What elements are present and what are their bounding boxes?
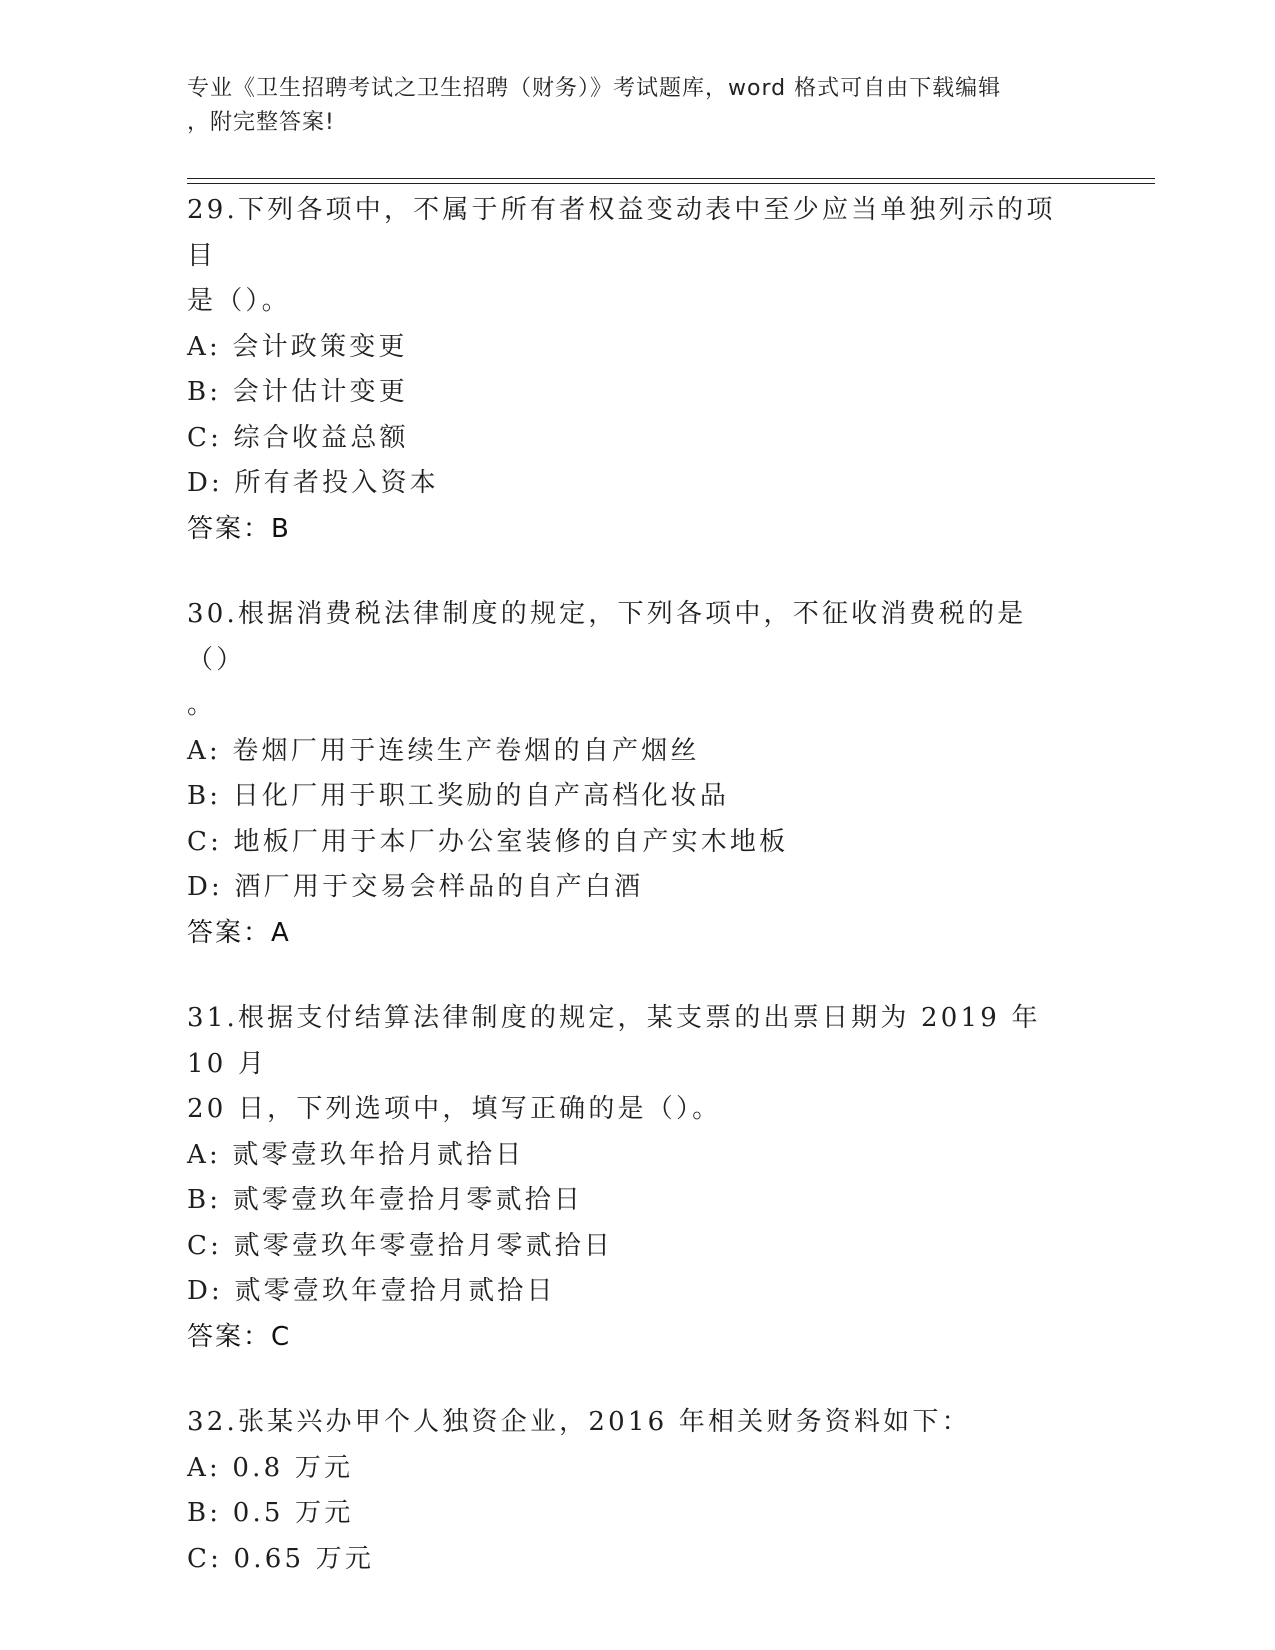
option-d: D: 酒厂用于交易会样品的自产白酒 [187,872,644,902]
header-rule-bottom [187,183,1155,184]
question-text-line: 32.张某兴办甲个人独资企业，2016 年相关财务资料如下： [187,1407,971,1437]
option-a: A: 0.8 万元 [187,1452,354,1483]
answer: 答案：B [187,513,291,544]
option-d: D: 所有者投入资本 [187,468,439,498]
question-text-line: 29.下列各项中，不属于所有者权益变动表中至少应当单独列示的项目 [187,195,1056,271]
option-c: C: 0.65 万元 [187,1543,375,1574]
option-a: A: 卷烟厂用于连续生产卷烟的自产烟丝 [187,735,700,766]
question-list [187,188,1087,1622]
answer: 答案：A [187,917,291,948]
option-b: B: 0.5 万元 [187,1498,354,1528]
option-a: A: 贰零壹玖年拾月贰拾日 [187,1139,525,1170]
option-c: C: 综合收益总额 [187,422,409,453]
document-header [187,72,1067,140]
question-32 [187,1400,1087,1582]
question-30 [187,592,1087,956]
question-text-line: 。 [187,690,217,720]
option-d: D: 贰零壹玖年壹拾月贰拾日 [187,1276,556,1306]
option-a: A: 会计政策变更 [187,331,408,362]
question-text-line: 30.根据消费税法律制度的规定，下列各项中，不征收消费税的是（） [187,599,1027,675]
answer: 答案：C [187,1321,292,1352]
header-line-2: ，附完整答案! [187,110,335,135]
option-c: C: 贰零壹玖年零壹拾月零贰拾日 [187,1230,614,1261]
question-29 [187,188,1087,552]
question-text-line: 20 日，下列选项中，填写正确的是（）。 [187,1094,722,1124]
question-text-line: 31.根据支付结算法律制度的规定，某支票的出票日期为 2019 年 10 月 [187,1003,1041,1079]
option-b: B: 贰零壹玖年壹拾月零贰拾日 [187,1185,584,1215]
header-rule-top [187,178,1155,179]
question-31 [187,996,1087,1360]
option-b: B: 日化厂用于职工奖励的自产高档化妆品 [187,781,730,811]
option-b: B: 会计估计变更 [187,377,408,407]
question-text-line: 是（）。 [187,286,291,316]
header-line-1: 专业《卫生招聘考试之卫生招聘（财务）》考试题库，word 格式可自由下载编辑 [187,76,1002,101]
option-c: C: 地板厂用于本厂办公室装修的自产实木地板 [187,826,789,857]
